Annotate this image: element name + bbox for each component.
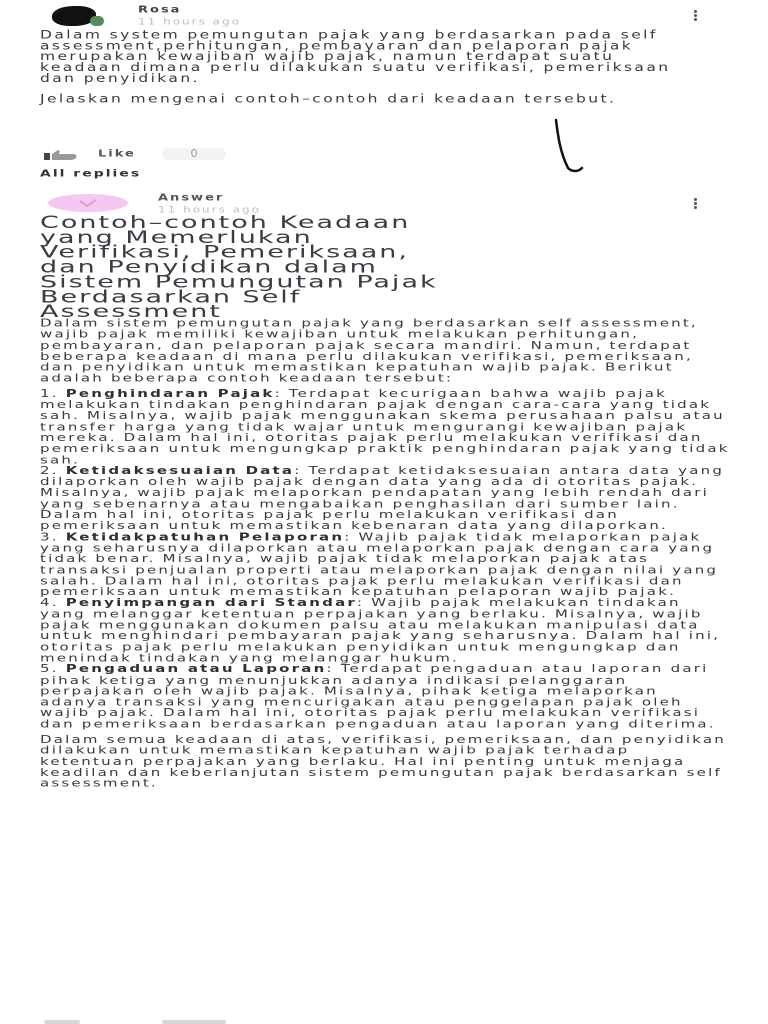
answer-title-line: Assessment — [40, 302, 222, 322]
list-item: 4. Penyimpangan dari Standar: Wajib pajak melakukan tindakan yang melanggar ketentuan perpajakan yang berlaku. Misalnya, wajib pajak menggunakan dokumen palsu atau melakukan manipulasi data untuk menghindari pembayaran pajak yang seharusnya. Dalam hal ini, otoritas pajak perlu melakukan penyidikan untuk mengungkap dan menindak tindakan yang melanggar hukum. — [40, 596, 721, 665]
list-item-heading: Pengaduan atau Laporan — [65, 662, 327, 676]
list-item-heading: Penyimpangan dari Standar — [65, 596, 358, 610]
list-item-heading: Ketidaksesuaian Data — [65, 464, 295, 478]
list-item: 2. Ketidaksesuaian Data: Terdapat ketidaksesuaian antara data yang dilaporkan oleh wajib pajak dengan data yang ada di otoritas pajak. Misalnya, wajib pajak melaporkan pendapatan yang lebih rendah dari yang sebenarnya atau mengabaikan penghasilan dari sumber lain. Dalam hal ini, otoritas pajak perlu melakukan verifikasi dan pemeriksaan untuk memastikan kebenaran data yang dilaporkan. — [40, 464, 725, 533]
like-count: 0 — [162, 148, 226, 160]
answer-intro: Dalam sistem pemungutan pajak yang berdasarkan self assessment, wajib pajak memiliki kewajiban untuk melakukan perhitungan, pembayaran, dan pelaporan pajak secara mandiri. Namun, terdapat beberapa keadaan di mana perlu dilakukan verifikasi, pemeriksaan, dan penyidikan untuk memastikan kepatuhan wajib pajak. Berikut adalah beberapa contoh keadaan tersebut: — [40, 316, 698, 385]
badge-icon — [90, 16, 104, 26]
answer-author[interactable]: Answer — [158, 192, 225, 204]
answer-conclusion: Dalam semua keadaan di atas, verifikasi, pemeriksaan, dan penyidikan dilakukan untuk memastikan kepatuhan wajib pajak terhadap ketentuan perpajakan yang berlaku. Hal ini penting untuk menjaga keadilan dan keberlanjutan sistem pemungutan pajak berdasarkan self assessment. — [40, 732, 727, 790]
answer-timestamp: 11 hours ago — [158, 204, 261, 215]
answer-like-row — [44, 1018, 244, 1024]
list-item: 3. Ketidakpatuhan Pelaporan: Wajib pajak tidak melaporkan pajak yang seharusnya dilaporkan atau melaporkan pajak dengan cara yang tidak benar. Misalnya, wajib pajak tidak melaporkan pajak atas transaksi penjualan properti atau melaporkan pajak dengan nilai yang salah. Dalam hal ini, otoritas pajak perlu melakukan verifikasi dan pemeriksaan untuk memastikan kepatuhan pelaporan wajib pajak. — [40, 530, 719, 599]
answer-title-line: dan Penyidikan dalam — [40, 257, 378, 277]
list-item: 5. Pengaduan atau Laporan: Terdapat pengaduan atau laporan dari pihak ketiga yang menunjukkan adanya indikasi pelanggaran perpajakan oleh wajib pajak. Misalnya, pihak ketiga melaporkan adanya transaksi yang mencurigakan atau penggelapan pajak oleh wajib pajak. Dalam hal ini, otoritas pajak perlu melakukan verifikasi dan pemeriksaan berdasarkan pengaduan atau laporan yang diterima. — [40, 662, 716, 731]
question-timestamp: 11 hours ago — [138, 16, 241, 27]
like-row — [44, 148, 244, 162]
question-author[interactable]: Rosa — [138, 4, 182, 16]
more-options-icon[interactable] — [694, 198, 698, 210]
thumbs-up-icon[interactable] — [44, 1020, 80, 1024]
checkmark-icon — [78, 198, 98, 208]
list-item-heading: Ketidakpatuhan Pelaporan — [65, 530, 345, 544]
answer-title-line: Sistem Pemungutan Pajak — [40, 272, 438, 292]
like-button[interactable]: Like — [98, 148, 136, 160]
more-options-icon[interactable] — [694, 10, 698, 22]
list-item: 1. Penghindaran Pajak: Terdapat kecurigaan bahwa wajib pajak melakukan tindakan penghindaran pajak dengan cara-cara yang tidak sah. Misalnya, wajib pajak menggunakan skema perusahaan palsu atau transfer harga yang tidak wajar untuk mengurangi kewajiban pajak mereka. Dalam hal ini, otoritas pajak perlu melakukan verifikasi dan pemeriksaan untuk mengungkap praktik penghindaran pajak yang tidak sah. — [40, 386, 730, 467]
answer-title-line: Verifikasi, Pemeriksaan, — [40, 242, 409, 263]
answer-title — [40, 213, 720, 322]
all-replies-heading: All replies — [40, 168, 142, 180]
pen-stroke-mark — [548, 118, 588, 174]
question-header — [48, 4, 748, 28]
like-count — [162, 1020, 226, 1024]
answer-title-line: yang Memerlukan — [40, 227, 313, 248]
answer-title-line: Berdasarkan Self — [40, 287, 302, 307]
question-body — [40, 30, 680, 105]
thumbs-up-icon[interactable] — [44, 150, 80, 160]
avatar[interactable] — [52, 6, 96, 26]
answer-body — [40, 318, 730, 789]
question-paragraph: Dalam system pemungutan pajak yang berdasarkan pada self assessment,perhitungan, pembayaran dan pelaporan pajak merupakan kewajiban wajib pajak, namun terdapat suatu keadaan dimana perlu dilakukan suatu verifikasi, pemeriksaan dan penyidikan. — [40, 28, 671, 85]
list-item-heading: Penghindaran Pajak — [65, 386, 275, 400]
answer-title-line: Contoh–contoh Keadaan — [40, 213, 411, 233]
question-paragraph: Jelaskan mengenai contoh–contoh dari keadaan tersebut. — [40, 92, 617, 106]
